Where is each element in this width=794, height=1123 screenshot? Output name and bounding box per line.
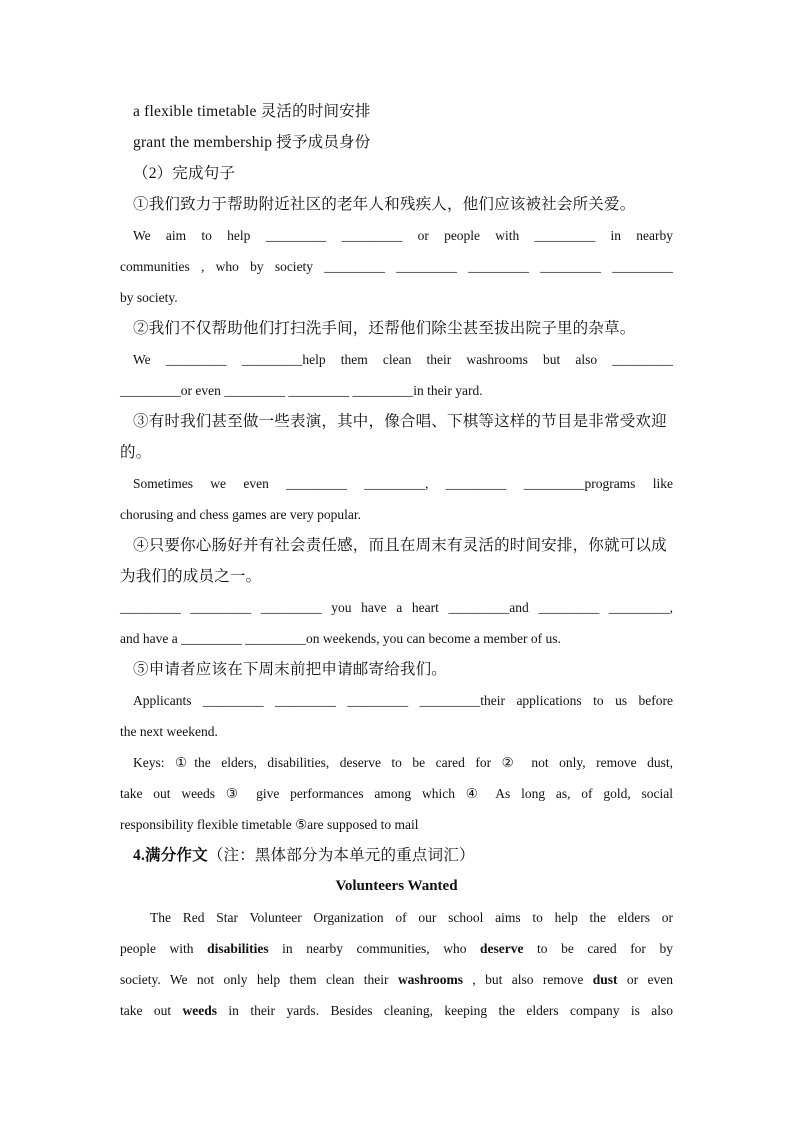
essay-text: in their yards. Besides cleaning, keeping the elders company is also (217, 1003, 673, 1018)
essay-keyword: weeds (182, 1003, 218, 1018)
essay-text: in nearby communities, who (268, 941, 481, 956)
essay-title: Volunteers Wanted (335, 878, 458, 894)
answer-keys-line-3: responsibility flexible timetable ⑤are supposed to mail (120, 817, 419, 832)
vocab-line-1: a flexible timetable 灵活的时间安排 (133, 103, 371, 120)
item-4-english-line-1: _________ _________ _________ you have a heart _________and _________ _________, (120, 600, 673, 615)
item-5-chinese: ⑤申请者应该在下周末前把申请邮寄给我们。 (133, 661, 448, 678)
section-heading-number: 4.满分作文 (133, 847, 208, 864)
essay-text: , but also remove (462, 972, 593, 987)
vocab-line-2: grant the membership 授予成员身份 (133, 134, 371, 151)
essay-text: people with (120, 941, 208, 956)
essay-keyword: dust (592, 972, 618, 987)
essay-line-1: The Red Star Volunteer Organization of our school aims to help the elders or (150, 910, 673, 925)
essay-keyword: deserve (480, 941, 524, 956)
item-3-english-line-2: chorusing and chess games are very popular. (120, 507, 362, 522)
item-3-chinese-line-1: ③有时我们甚至做一些表演，其中，像合唱、下棋等这样的节目是非常受欢迎 (133, 413, 667, 430)
item-1-english-line-2: communities , who by society _________ _________ _________ _________ _________ (120, 259, 673, 274)
essay-text: to be cared for by (523, 941, 673, 956)
essay-text: society. We not only help them clean their (120, 972, 398, 987)
answer-keys-line-2: take out weeds ③ give performances among which ④ As long as, of gold, social (120, 786, 673, 801)
document-page (120, 96, 673, 1026)
section-heading-note: （注：黑体部分为本单元的重点词汇） (207, 847, 475, 864)
item-1-english-line-3: by society. (120, 290, 178, 305)
item-5-english-line-2: the next weekend. (120, 724, 218, 739)
item-5-english-line-1: Applicants _________ _________ _________ _________their applications to us before (133, 693, 673, 708)
subsection-heading: （2）完成句子 (133, 165, 236, 182)
item-3-english-line-1: Sometimes we even _________ _________, _________ _________programs like (133, 476, 673, 491)
essay-keyword: washrooms (397, 972, 463, 987)
answer-keys-line-1: Keys: ①the elders, disabilities, deserve to be cared for ② not only, remove dust, (133, 755, 673, 770)
item-4-chinese-line-2: 为我们的成员之一。 (120, 568, 262, 585)
item-4-english-line-2: and have a _________ _________on weekends, you can become a member of us. (120, 631, 561, 646)
item-2-chinese: ②我们不仅帮助他们打扫洗手间，还帮他们除尘甚至拔出院子里的杂草。 (133, 320, 636, 337)
item-3-chinese-line-2: 的。 (120, 444, 152, 461)
essay-keyword: disabilities (207, 941, 269, 956)
essay-text: take out (120, 1003, 183, 1018)
item-2-english-line-1: We _________ _________help them clean their washrooms but also _________ (133, 352, 673, 367)
essay-line-4 (120, 995, 673, 1026)
essay-line-2 (120, 933, 673, 964)
item-4-chinese-line-1: ④只要你心肠好并有社会责任感，而且在周末有灵活的时间安排，你就可以成 (133, 537, 667, 554)
item-1-chinese: ①我们致力于帮助附近社区的老年人和残疾人，他们应该被社会所关爱。 (133, 196, 636, 213)
section-heading (120, 840, 673, 871)
essay-text: or even (617, 972, 673, 987)
item-1-english-line-1: We aim to help _________ _________ or people with _________ in nearby (133, 228, 673, 243)
essay-line-3 (120, 964, 673, 995)
item-2-english-line-2: _________or even _________ _________ _________in their yard. (120, 383, 483, 398)
